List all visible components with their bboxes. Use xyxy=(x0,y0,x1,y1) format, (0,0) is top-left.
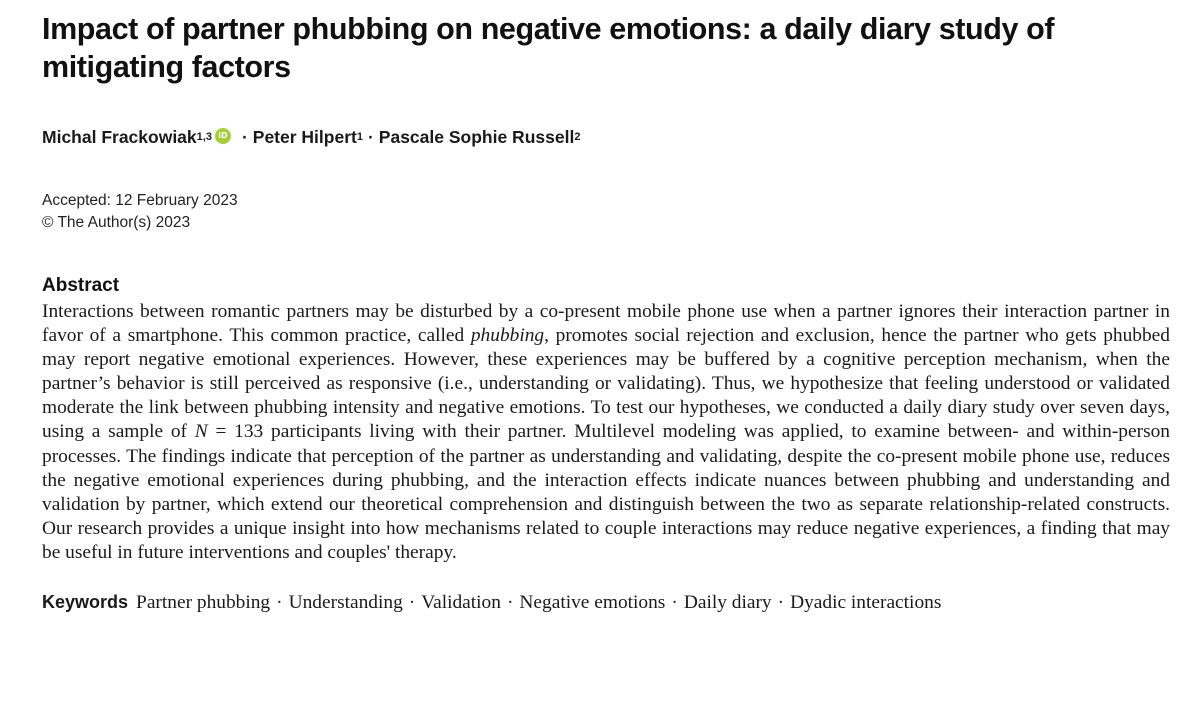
author-name[interactable]: Michal Frackowiak xyxy=(42,127,197,147)
keywords-list xyxy=(136,592,941,613)
abstract-italic-term: phubbing xyxy=(470,325,545,347)
accepted-date: Accepted: 12 February 2023 xyxy=(42,192,238,209)
abstract-text-part: , promotes social rejection and exclusion, hence the partner who gets phubbed may report negative emotional experiences. However, these experiences may be buffered by a cognitive perception mechanism, when the partner’s behavior is still perceived as responsive (i.e., understanding or validating). Thus, we hypothesize that feeling understood or validated moderate the link between phubbing intensity and negative emotions. To test our hypotheses, we conducted a daily diary study over seven days, using a sample of xyxy=(42,325,1170,443)
keyword-item[interactable]: Partner phubbing xyxy=(136,592,271,614)
keyword-item[interactable]: Validation xyxy=(421,592,501,614)
keyword-separator: · xyxy=(506,592,514,614)
article-dates xyxy=(42,190,1172,234)
keyword-separator: · xyxy=(671,592,678,614)
article-first-page xyxy=(42,10,1172,615)
author-separator: · xyxy=(241,127,248,147)
keyword-item[interactable]: Daily diary xyxy=(683,592,772,614)
abstract-heading: Abstract xyxy=(42,275,120,296)
sample-size-value: = 133 xyxy=(207,421,264,443)
keywords-line xyxy=(42,590,1172,615)
sample-size-symbol: N xyxy=(194,421,208,443)
keyword-item[interactable]: Dyadic interactions xyxy=(790,592,942,614)
article-title: Impact of partner phubbing on negative emotions: a daily diary study of mitigating factors xyxy=(42,12,1055,84)
author-list: Michal Frackowiak 1,3 iD · Peter Hilpert 1 · Pascale Sophie Russell 2 xyxy=(42,127,581,147)
abstract-text-part: participants living with their partner. Multilevel modeling was applied, to examine between- and within-person processes. The findings indicate that perception of the partner as understanding and validating, despite the co-present mobile phone use, reduces the negative emotional experiences during phubbing, and the interaction effects indicate nuances between phubbing and understanding and validation by partner, which extend our theoretical comprehension and distinguish between the two as separate relationship-related constructs. Our research provides a unique insight into how mechanisms related to couple interactions may reduce negative experiences, a finding that may be useful in future interventions and couples' therapy. xyxy=(42,421,1170,563)
orcid-icon[interactable]: iD xyxy=(215,128,231,144)
keyword-item[interactable]: Understanding xyxy=(288,592,403,614)
keyword-separator: · xyxy=(777,592,785,614)
copyright-notice: © The Author(s) 2023 xyxy=(42,214,191,231)
abstract-text-part: Interactions between romantic partners may be disturbed by a co-present mobile phone use when a partner ignores their interaction partner in favor of a smartphone. This common practice, called xyxy=(42,301,1170,347)
keyword-item[interactable]: Negative emotions xyxy=(519,592,666,614)
author-separator: · xyxy=(367,127,374,147)
author-name[interactable]: Pascale Sophie Russell xyxy=(378,127,575,147)
author-name[interactable]: Peter Hilpert xyxy=(252,127,357,147)
keyword-separator: · xyxy=(408,592,416,614)
keywords-label: Keywords xyxy=(42,592,129,613)
keyword-separator: · xyxy=(276,592,283,614)
abstract-text xyxy=(42,300,1170,565)
